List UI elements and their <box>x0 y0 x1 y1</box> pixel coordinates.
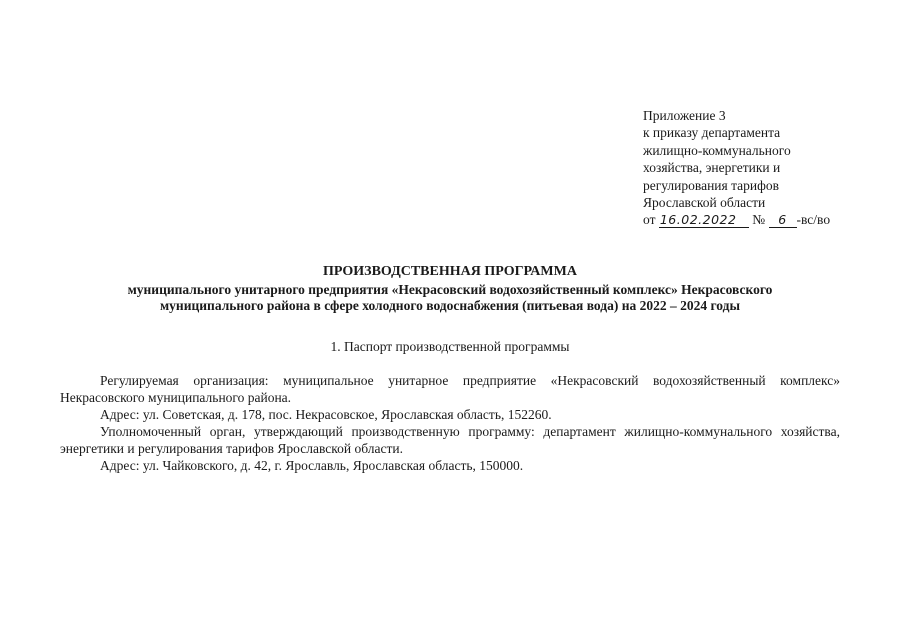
number-prefix: № <box>752 212 766 228</box>
paragraph-authority-address: Адрес: ул. Чайковского, д. 42, г. Ярославль, Ярославская область, 150000. <box>100 458 524 473</box>
appendix-line: хозяйства, энергетики и <box>643 160 781 176</box>
appendix-line: к приказу департамента <box>643 125 781 141</box>
document-title <box>60 264 840 315</box>
paragraph-organization-address: Адрес: ул. Советская, д. 178, пос. Некрасовское, Ярославская область, 152260. <box>100 407 552 422</box>
paragraph-organization: Регулируемая организация: муниципальное унитарное предприятие «Некрасовский водохозяйственный комплекс» Некрасовского муниципального района. <box>60 373 840 405</box>
appendix-block <box>643 107 830 229</box>
order-date-handwritten: 16.02.2022 <box>659 213 749 228</box>
appendix-title: Приложение 3 <box>643 108 726 123</box>
date-prefix: от <box>643 212 656 228</box>
section-heading: 1. Паспорт производственной программы <box>330 339 570 354</box>
appendix-line: жилищно-коммунального <box>643 142 791 158</box>
order-date-number-line <box>643 211 830 228</box>
order-number-handwritten: 6 <box>769 213 797 228</box>
title-main: ПРОИЗВОДСТВЕННАЯ ПРОГРАММА <box>323 264 577 279</box>
appendix-line: Ярославской области <box>643 195 766 211</box>
title-line: муниципального района в сфере холодного водоснабжения (питьевая вода) на 2022 – 2024 годы <box>159 298 741 313</box>
appendix-line: регулирования тарифов <box>643 177 780 193</box>
number-suffix: -вс/во <box>796 212 831 228</box>
passport-body <box>60 372 840 474</box>
paragraph-authority: Уполномоченный орган, утверждающий производственную программу: департамент жилищно-коммунального хозяйства, энергетики и регулирования тарифов Ярославской области. <box>60 424 840 456</box>
title-line: муниципального унитарного предприятия «Некрасовский водохозяйственный комплекс» Некрасовского <box>127 281 773 297</box>
